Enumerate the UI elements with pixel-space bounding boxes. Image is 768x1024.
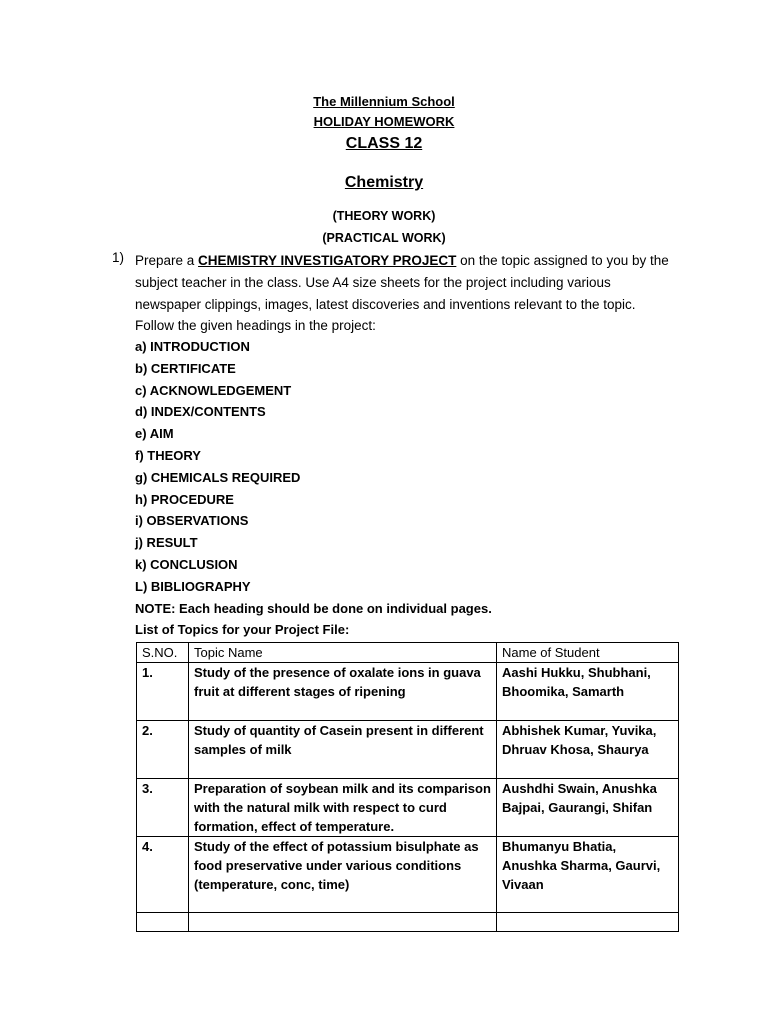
cell-topic [189, 913, 497, 932]
table-row [137, 837, 679, 913]
item-number: 1) [112, 250, 125, 265]
header-sno: S.NO. [137, 643, 189, 663]
header-topic: Topic Name [189, 643, 497, 663]
subject-title: Chemistry [344, 174, 424, 191]
heading-item: h) PROCEDURE [135, 491, 234, 507]
table-row [137, 663, 679, 721]
header-student: Name of Student [497, 643, 679, 663]
note-text: NOTE: Each heading should be done on individual pages. [135, 600, 492, 616]
cell-topic: Study of the presence of oxalate ions in guava fruit at different stages of ripening [189, 663, 497, 721]
heading-item: L) BIBLIOGRAPHY [135, 578, 251, 594]
table-header-row [137, 643, 679, 663]
instruction-rest: on the topic assigned to you by the subject teacher in the class. Use A4 size sheets for the project including various newspaper clippings, images, latest discoveries and inventions relevant to the topic. Follow the given headings in the project: [135, 253, 669, 334]
heading-item: j) RESULT [135, 535, 198, 551]
theory-work-label: (THEORY WORK) [332, 209, 436, 223]
cell-sno: 1. [137, 663, 189, 721]
cell-topic: Preparation of soybean milk and its comparison with the natural milk with respect to curd formation, effect of temperature. [189, 779, 497, 837]
cell-topic: Study of the effect of potassium bisulphate as food preservative under various conditions (temperature, conc, time) [189, 837, 497, 913]
instruction-prepare: Prepare a [135, 253, 199, 268]
cell-students [497, 913, 679, 932]
heading-item: a) INTRODUCTION [135, 339, 250, 354]
table-row [137, 721, 679, 779]
table-row-empty [137, 913, 679, 932]
heading-item: i) OBSERVATIONS [135, 513, 249, 529]
cell-students: Abhishek Kumar, Yuvika, Dhruav Khosa, Shaurya [497, 721, 679, 779]
heading-item: k) CONCLUSION [135, 556, 238, 572]
table-row [137, 779, 679, 837]
homework-title: HOLIDAY HOMEWORK [313, 114, 455, 129]
heading-item: f) THEORY [135, 447, 201, 463]
topics-table [136, 642, 679, 932]
heading-item: e) AIM [135, 426, 174, 442]
practical-work-label: (PRACTICAL WORK) [322, 231, 446, 245]
cell-students: Aushdhi Swain, Anushka Bajpai, Gaurangi, Shifan [497, 779, 679, 837]
heading-item: d) INDEX/CONTENTS [135, 404, 266, 420]
project-title: CHEMISTRY INVESTIGATORY PROJECT [198, 253, 457, 268]
cell-sno: 2. [137, 721, 189, 779]
cell-students: Aashi Hukku, Shubhani, Bhoomika, Samarth [497, 663, 679, 721]
class-title: CLASS 12 [345, 135, 423, 152]
heading-item: b) CERTIFICATE [135, 360, 236, 376]
cell-sno: 4. [137, 837, 189, 913]
project-headings-list [135, 336, 492, 641]
cell-sno: 3. [137, 779, 189, 837]
heading-item: g) CHEMICALS REQUIRED [135, 469, 301, 485]
cell-topic: Study of quantity of Casein present in different samples of milk [189, 721, 497, 779]
cell-sno [137, 913, 189, 932]
cell-students: Bhumanyu Bhatia, Anushka Sharma, Gaurvi, Vivaan [497, 837, 679, 913]
school-name: The Millennium School [313, 94, 455, 109]
instruction-paragraph [135, 250, 675, 337]
heading-item: c) ACKNOWLEDGEMENT [135, 382, 292, 398]
list-title: List of Topics for your Project File: [135, 622, 350, 638]
